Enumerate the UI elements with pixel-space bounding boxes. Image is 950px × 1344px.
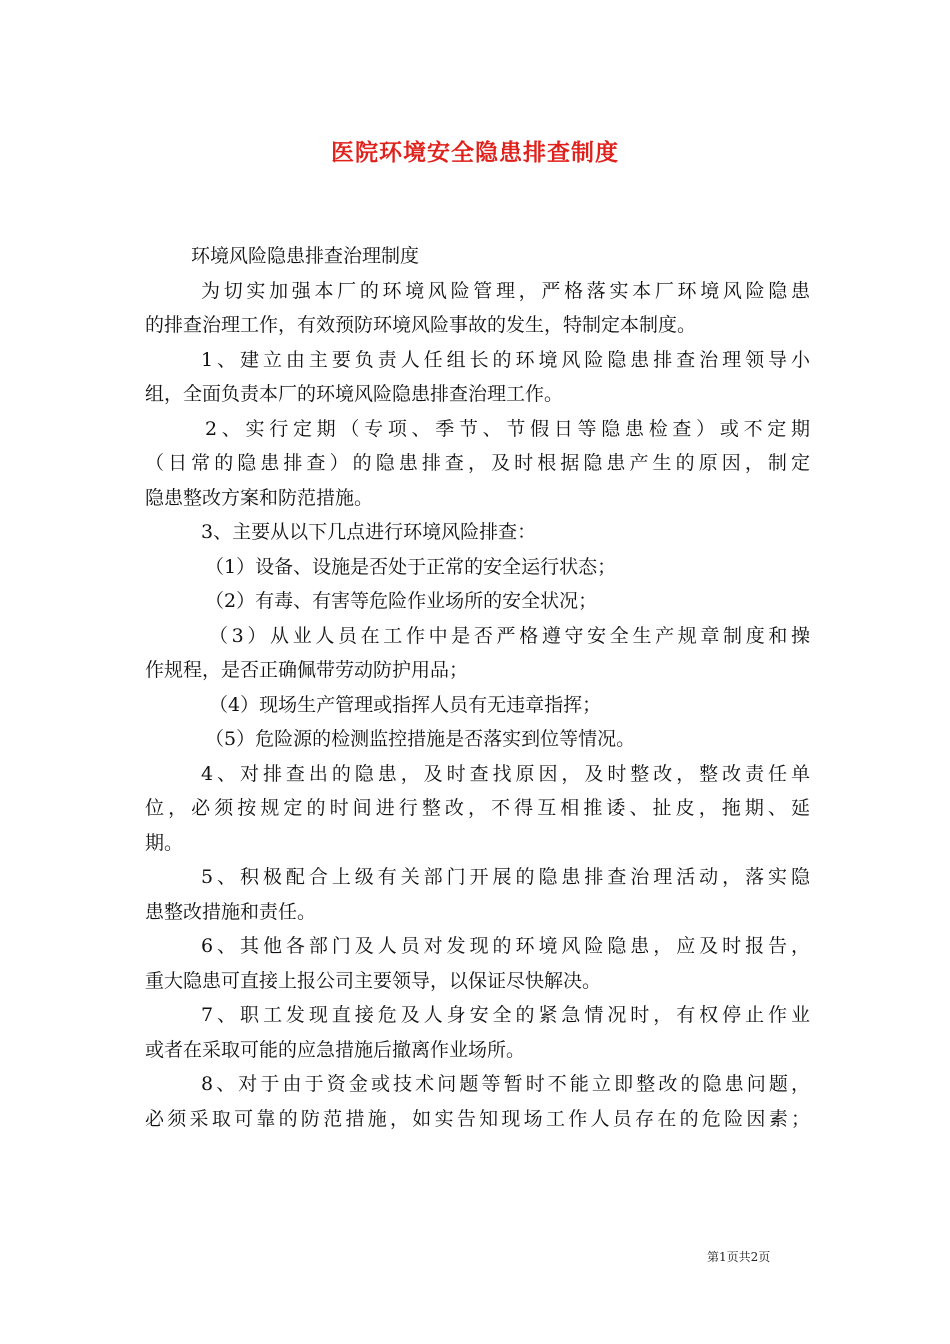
text-line: 为切实加强本厂的环境风险管理，严格落实本厂环境风险隐患 (201, 279, 810, 302)
text-line: 2、实行定期（专项、季节、节假日等隐患检查）或不定期 (205, 417, 810, 440)
text-line: 位，必须按规定的时间进行整改，不得互相推诿、扯皮，拖期、延 (145, 797, 810, 819)
text-line: 7、职工发现直接危及人身安全的紧急情况时，有权停止作业 (201, 1004, 810, 1026)
text-line: （4）现场生产管理或指挥人员有无违章指挥； (209, 693, 602, 716)
text-line: 患整改措施和责任。 (145, 900, 317, 923)
text-line: （2）有毒、有害等危险作业场所的安全状况； (205, 590, 598, 612)
text-line: 期。 (145, 831, 184, 854)
text-line: 8、对于由于资金或技术问题等暂时不能立即整改的隐患问题， (201, 1073, 810, 1095)
text-line: 4、对排查出的隐患，及时查找原因，及时整改，整改责任单 (201, 762, 810, 785)
text-line: 重大隐患可直接上报公司主要领导，以保证尽快解决。 (145, 969, 602, 992)
text-line: 1、建立由主要负责人任组长的环境风险隐患排查治理领导小 (201, 348, 810, 371)
text-line: 组，全面负责本厂的环境风险隐患排查治理工作。 (145, 383, 564, 405)
document-body (145, 239, 810, 1136)
text-line: 作规程，是否正确佩带劳动防护用品； (145, 659, 469, 681)
document-title: 医院环境安全隐患排查制度 (331, 139, 619, 166)
text-line: 必须采取可靠的防范措施，如实告知现场工作人员存在的危险因素； (145, 1107, 810, 1130)
text-line: 环境风险隐患排查治理制度 (191, 245, 420, 267)
text-line: （1）设备、设施是否处于正常的安全运行状态； (205, 555, 617, 578)
text-line: 隐患整改方案和防范措施。 (145, 486, 374, 509)
text-line: （日常的隐患排查）的隐患排查，及时根据隐患产生的原因，制定 (145, 452, 810, 474)
text-line: 或者在采取可能的应急措施后撤离作业场所。 (145, 1038, 526, 1061)
text-line: （3）从业人员在工作中是否严格遵守安全生产规章制度和操 (209, 624, 810, 647)
text-line: 5、积极配合上级有关部门开展的隐患排查治理活动，落实隐 (201, 866, 810, 888)
text-line: 3、主要从以下几点进行环境风险排查： (201, 521, 537, 543)
text-line: 的排查治理工作，有效预防环境风险事故的发生，特制定本制度。 (145, 314, 697, 336)
text-line: 6、其他各部门及人员对发现的环境风险隐患，应及时报告， (201, 935, 810, 957)
text-line: （5）危险源的检测监控措施是否落实到位等情况。 (205, 728, 636, 750)
page-number: 第1页共2页 (707, 1250, 771, 1264)
